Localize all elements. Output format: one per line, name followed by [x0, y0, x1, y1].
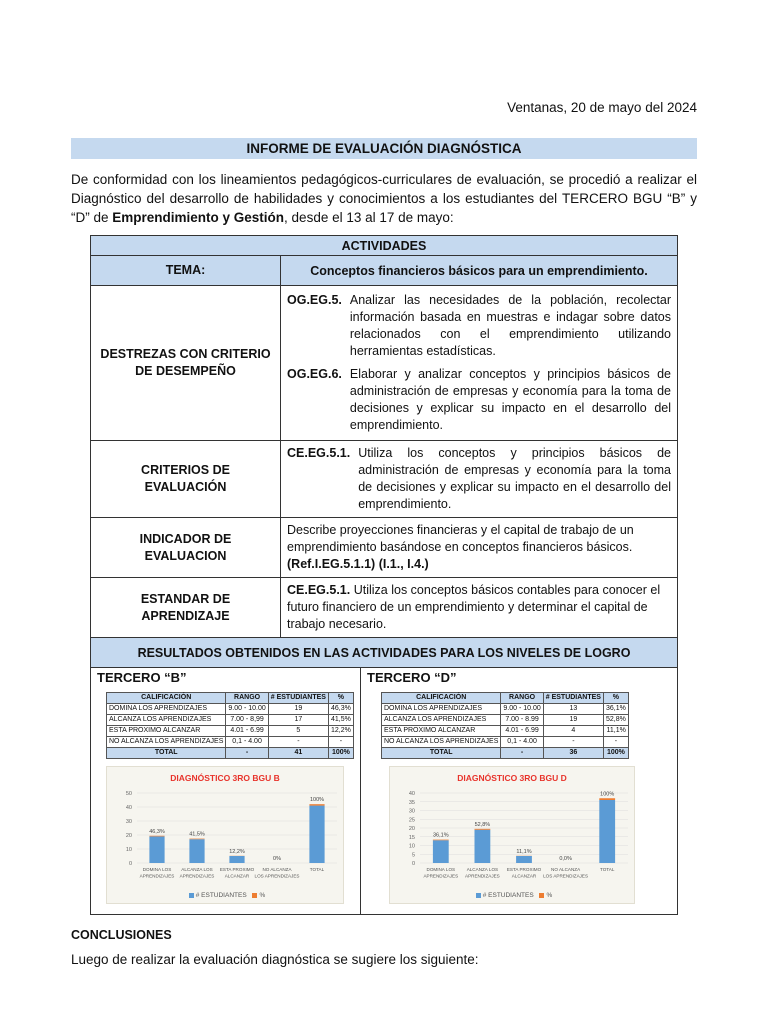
indicador-text: Describe proyecciones financieras y el capital de trabajo de un emprendimiento basándose en conceptos financieros básicos. — [287, 523, 634, 554]
y-tick-label: 25 — [408, 817, 415, 824]
tercero-b-title: TERCERO “B” — [97, 670, 187, 685]
cell: 19 — [543, 715, 603, 726]
header-cell: % — [603, 693, 628, 704]
cell: 0,1 - 4.00 — [501, 737, 543, 748]
x-tick-label: NO ALCANZA — [551, 867, 581, 872]
destrezas-content — [281, 286, 678, 441]
estandar-text: Utiliza los conceptos básicos contables para conocer el futuro financiero de un emprendimiento y determinar el capital de trabajo necesario. — [287, 583, 661, 631]
tercero-d-table — [381, 692, 629, 759]
tercero-b-table — [106, 692, 354, 759]
cell: 46,3% — [328, 704, 353, 715]
data-label: 100% — [600, 791, 615, 798]
cell: ALCANZA LOS APRENDIZAJES — [107, 715, 226, 726]
chart-b-title: DIAGNÓSTICO 3RO BGU B — [170, 773, 280, 783]
y-tick-label: 35 — [408, 799, 415, 806]
table-total-row — [382, 748, 629, 759]
intro-subject: Emprendimiento y Gestión — [112, 210, 285, 225]
og1-code: OG.EG.5. — [287, 293, 342, 307]
bar-percent — [599, 798, 615, 800]
x-tick-label: ESTA PROXIMO — [506, 867, 542, 872]
tema-label: TEMA: — [91, 256, 281, 286]
ce-item — [287, 445, 671, 513]
cell: - — [226, 748, 268, 759]
legend-label: # ESTUDIANTES — [195, 892, 247, 899]
results-area — [91, 668, 677, 914]
cell: - — [268, 737, 328, 748]
bar-percent — [309, 804, 324, 805]
cell: 9.00 - 10.00 — [226, 704, 268, 715]
bar-students — [433, 840, 449, 863]
bar-students — [474, 830, 490, 863]
cell: DOMINA LOS APRENDIZAJES — [107, 704, 226, 715]
x-tick-label: DOMINA LOS — [142, 867, 172, 872]
tercero-d-title: TERCERO “D” — [367, 670, 457, 685]
og-item — [287, 366, 671, 434]
cell: 100% — [328, 748, 353, 759]
cell: 4.01 - 6.99 — [226, 726, 268, 737]
activities-table — [90, 235, 678, 915]
ce-text: Utiliza los conceptos y principios básicos de administración de empresas y economía para la toma de decisiones y explicar su impacto en el desarrollo del emprendimiento. — [358, 446, 671, 511]
y-tick-label: 10 — [125, 847, 132, 853]
cell: 5 — [268, 726, 328, 737]
legend-label: % — [259, 892, 266, 899]
data-label: 11,1% — [516, 848, 532, 855]
cell: - — [501, 748, 543, 759]
y-tick-label: 15 — [408, 834, 415, 841]
x-tick-label: NO ALCANZA — [262, 867, 292, 872]
conclusions-title: CONCLUSIONES — [71, 928, 172, 942]
indicador-content — [281, 518, 678, 578]
bar-students — [599, 800, 615, 863]
y-tick-label: 20 — [408, 826, 415, 832]
x-tick-label: ALCANZA LOS — [466, 867, 499, 872]
header-cell: # ESTUDIANTES — [268, 693, 328, 704]
table-row — [382, 715, 629, 726]
cell: ESTA PROXIMO ALCANZAR — [107, 726, 226, 737]
data-label: 12,2% — [229, 848, 245, 855]
intro-text-part2: , desde el 13 al 17 de mayo: — [284, 210, 454, 225]
table-header-row — [107, 693, 354, 704]
x-tick-label: ALCANZA LOS — [181, 867, 213, 872]
indicador-label: INDICADOR DE EVALUACION — [91, 518, 281, 578]
table-row — [107, 704, 354, 715]
criterios-content — [281, 441, 678, 518]
x-tick-label: TOTAL — [309, 867, 325, 872]
bar-students — [149, 836, 164, 863]
cell: 0,1 - 4.00 — [226, 737, 268, 748]
bar-percent — [149, 836, 164, 837]
cell: NO ALCANZA LOS APRENDIZAJES — [107, 737, 226, 748]
y-tick-label: 20 — [125, 833, 132, 839]
bar-percent — [474, 829, 490, 830]
cell: 17 — [268, 715, 328, 726]
x-tick-label: LOS APRENDIZAJES — [543, 873, 589, 879]
data-label: 46,3% — [149, 828, 165, 835]
cell: 100% — [603, 748, 628, 759]
legend-label: # ESTUDIANTES — [482, 892, 534, 899]
header-cell: CALIFICACIÓN — [107, 693, 226, 704]
indicador-ref: (Ref.I.EG.5.1.1) (I.1., I.4.) — [287, 557, 429, 571]
cell: 36 — [543, 748, 603, 759]
y-tick-label: 5 — [411, 852, 415, 859]
x-tick-label: APRENDIZAJES — [139, 873, 175, 879]
header-cell: # ESTUDIANTES — [543, 693, 603, 704]
estandar-label: ESTANDAR DE APRENDIZAJE — [91, 578, 281, 638]
og1-text: Analizar las necesidades de la población, recolectar información basada en muestras e indagar sobre datos relacionados con el emprendimiento utilizando herramientas estadísticas. — [349, 293, 671, 358]
table-row — [107, 715, 354, 726]
x-tick-label: APRENDIZAJES — [423, 873, 459, 879]
activities-header: ACTIVIDADES — [91, 236, 678, 256]
bar-students — [516, 856, 532, 863]
report-title: INFORME DE EVALUACIÓN DIAGNÓSTICA — [71, 138, 697, 159]
x-tick-label: LOS APRENDIZAJES — [254, 873, 300, 879]
data-label: 41,5% — [189, 831, 205, 838]
bar-students — [229, 856, 244, 863]
cell: 4 — [543, 726, 603, 737]
estandar-code: CE.EG.5.1. — [287, 583, 351, 597]
data-label: 0% — [273, 856, 281, 862]
cell: NO ALCANZA LOS APRENDIZAJES — [382, 737, 501, 748]
resultados-header: RESULTADOS OBTENIDOS EN LAS ACTIVIDADES PARA LOS NIVELES DE LOGRO — [91, 638, 678, 668]
ce-code: CE.EG.5.1. — [287, 446, 351, 460]
table-row — [382, 704, 629, 715]
bar-students — [309, 806, 324, 863]
intro-paragraph — [71, 170, 697, 227]
table-header-row — [382, 693, 629, 704]
cell: 12,2% — [328, 726, 353, 737]
cell: 7.00 - 8,99 — [226, 715, 268, 726]
intro-text-part1: De conformidad con los lineamientos pedagógicos-curriculares de evaluación, se procedió a realizar el Diagnóstico del desarrollo de habilidades y conocimientos a los estudiantes del TERCERO BGU “B” y “D” de — [71, 172, 697, 225]
header-cell: RANGO — [226, 693, 268, 704]
cell: TOTAL — [382, 748, 501, 759]
cell: 36,1% — [603, 704, 628, 715]
cell: 9.00 - 10.00 — [501, 704, 543, 715]
og-item — [287, 292, 671, 360]
cell: 52,8% — [603, 715, 628, 726]
og2-text: Elaborar y analizar conceptos y principios básicos de administración de empresas y economía para la toma de decisiones y explicar su impacto en el desarrollo del emprendimiento. — [349, 367, 671, 432]
data-label: 36,1% — [432, 832, 449, 839]
x-tick-label: ALCANZAR — [511, 873, 537, 879]
data-label: 0,0% — [559, 856, 572, 862]
table-row — [107, 726, 354, 737]
bar-students — [189, 839, 204, 863]
table-row — [382, 737, 629, 748]
tercero-d-section — [361, 668, 678, 914]
header-cell: % — [328, 693, 353, 704]
legend-swatch-blue — [476, 893, 481, 898]
cell: 4.01 - 6.99 — [501, 726, 543, 737]
destrezas-label: DESTREZAS CON CRITERIO DE DESEMPEÑO — [91, 286, 281, 441]
x-tick-label: ALCANZAR — [224, 873, 250, 879]
cell: 11,1% — [603, 726, 628, 737]
header-cell: RANGO — [501, 693, 543, 704]
bar-percent — [189, 839, 204, 840]
cell: DOMINA LOS APRENDIZAJES — [382, 704, 501, 715]
cell: 13 — [543, 704, 603, 715]
cell: TOTAL — [107, 748, 226, 759]
chart-b-svg — [107, 781, 345, 895]
x-tick-label: DOMINA LOS — [426, 867, 456, 872]
table-row — [107, 737, 354, 748]
og2-code: OG.EG.6. — [287, 367, 342, 381]
chart-d-title: DIAGNÓSTICO 3RO BGU D — [457, 773, 567, 783]
chart-d-legend — [390, 892, 634, 899]
results-cell — [91, 668, 678, 915]
chart-d-svg — [390, 781, 636, 895]
cell: ALCANZA LOS APRENDIZAJES — [382, 715, 501, 726]
cell: - — [543, 737, 603, 748]
y-tick-label: 50 — [125, 791, 132, 797]
cell: 19 — [268, 704, 328, 715]
chart-d — [389, 766, 635, 904]
table-row — [382, 726, 629, 737]
legend-swatch-blue — [189, 893, 194, 898]
cell: 41 — [268, 748, 328, 759]
bar-percent — [433, 840, 449, 841]
y-tick-label: 30 — [125, 819, 132, 825]
y-tick-label: 40 — [125, 805, 132, 811]
cell: - — [328, 737, 353, 748]
header-cell: CALIFICACIÓN — [382, 693, 501, 704]
tercero-b-section — [91, 668, 361, 914]
y-tick-label: 30 — [408, 808, 415, 815]
legend-swatch-orange — [252, 893, 257, 898]
data-label: 52,8% — [474, 821, 491, 828]
document-date: Ventanas, 20 de mayo del 2024 — [507, 100, 697, 115]
legend-swatch-orange — [539, 893, 544, 898]
table-total-row — [107, 748, 354, 759]
x-tick-label: ESTA PROXIMO — [219, 867, 255, 872]
y-tick-label: 0 — [128, 861, 132, 867]
chart-b — [106, 766, 344, 904]
x-tick-label: APRENDIZAJES — [179, 873, 215, 879]
criterios-label: CRITERIOS DE EVALUACIÓN — [91, 441, 281, 518]
cell: - — [603, 737, 628, 748]
data-label: 100% — [309, 797, 325, 804]
chart-b-legend — [107, 892, 343, 899]
y-tick-label: 10 — [408, 843, 415, 850]
legend-label: % — [546, 892, 553, 899]
estandar-content — [281, 578, 678, 638]
y-tick-label: 0 — [411, 861, 415, 867]
cell: 41,5% — [328, 715, 353, 726]
cell: 7.00 - 8.99 — [501, 715, 543, 726]
y-tick-label: 40 — [408, 791, 415, 797]
cell: ESTA PROXIMO ALCANZAR — [382, 726, 501, 737]
conclusions-text: Luego de realizar la evaluación diagnóstica se sugiere los siguiente: — [71, 952, 479, 967]
x-tick-label: APRENDIZAJES — [465, 873, 500, 879]
tema-value: Conceptos financieros básicos para un emprendimiento. — [281, 256, 678, 286]
x-tick-label: TOTAL — [600, 867, 615, 872]
